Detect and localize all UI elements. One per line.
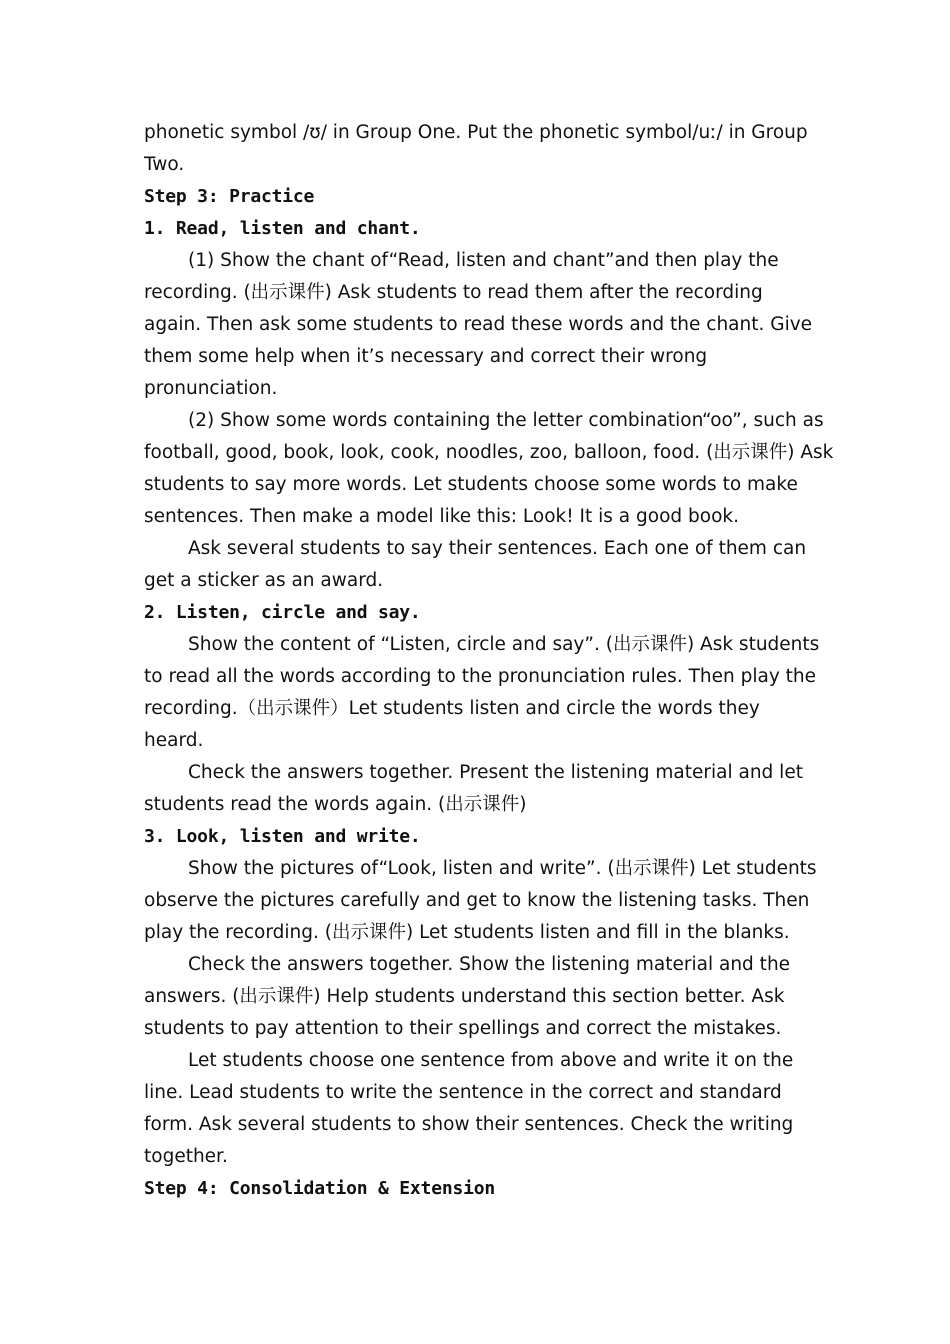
paragraph-line: students to say more words. Let students choose some words to make [144,474,798,495]
paragraph-line: football, good, book, look, cook, noodles, zoo, balloon, food. (出示课件) Ask [144,442,834,463]
paragraph-line: students to pay attention to their spellings and correct the mistakes. [144,1018,782,1039]
section-heading-step-3: Step 3: Practice [144,186,315,207]
paragraph-line: (2) Show some words containing the letter combination“oo”, such as [188,410,824,431]
paragraph-line: students read the words again. (出示课件) [144,794,527,815]
subheading-read-listen-chant: 1. Read, listen and chant. [144,218,421,239]
paragraph-line: them some help when it’s necessary and correct their wrong [144,346,708,367]
paragraph-line: Show the content of “Listen, circle and say”. (出示课件) Ask students [188,634,820,655]
paragraph-line: Check the answers together. Present the listening material and let [188,762,803,783]
paragraph-line: pronunciation. [144,378,278,399]
paragraph-line: Check the answers together. Show the listening material and the [188,954,791,975]
subheading-listen-circle-say: 2. Listen, circle and say. [144,602,421,623]
paragraph-line: (1) Show the chant of“Read, listen and chant”and then play the [188,250,779,271]
paragraph-line: form. Ask several students to show their sentences. Check the writing [144,1114,794,1135]
paragraph-line: play the recording. (出示课件) Let students listen and fill in the blanks. [144,922,790,943]
section-heading-step-4: Step 4: Consolidation & Extension [144,1178,496,1199]
paragraph-line: line. Lead students to write the sentence in the correct and standard [144,1082,782,1103]
paragraph-line: answers. (出示课件) Help students understand this section better. Ask [144,986,785,1007]
paragraph-line: Two. [144,154,185,175]
paragraph-line: observe the pictures carefully and get to know the listening tasks. Then [144,890,810,911]
subheading-look-listen-write: 3. Look, listen and write. [144,826,421,847]
paragraph-line: recording. (出示课件) Ask students to read them after the recording [144,282,763,303]
document-body [144,117,834,1205]
paragraph-line: Ask several students to say their sentences. Each one of them can [188,538,807,559]
paragraph-line: again. Then ask some students to read these words and the chant. Give [144,314,813,335]
paragraph-line: to read all the words according to the pronunciation rules. Then play the [144,666,817,687]
paragraph-line: phonetic symbol /ʊ/ in Group One. Put the phonetic symbol/uː/ in Group [144,122,808,143]
paragraph-line: heard. [144,730,204,751]
paragraph-line: Let students choose one sentence from above and write it on the [188,1050,794,1071]
paragraph-line: recording.（出示课件）Let students listen and circle the words they [144,698,760,719]
paragraph-line: sentences. Then make a model like this: Look! It is a good book. [144,506,739,527]
paragraph-line: get a sticker as an award. [144,570,384,591]
paragraph-line: together. [144,1146,228,1167]
paragraph-line: Show the pictures of“Look, listen and write”. (出示课件) Let students [188,858,817,879]
